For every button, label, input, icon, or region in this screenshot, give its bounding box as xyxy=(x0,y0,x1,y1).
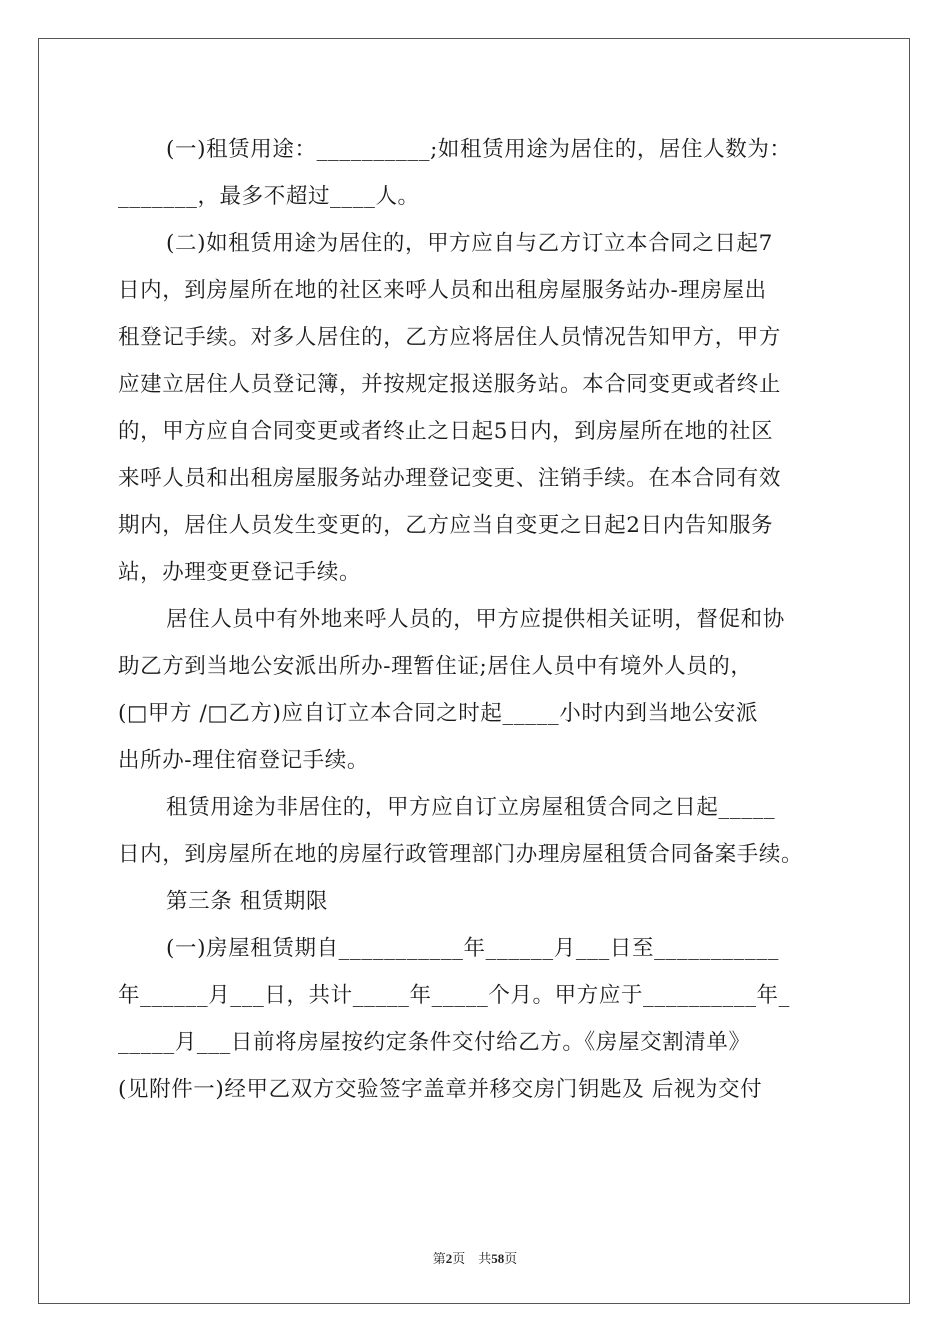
paragraph-line: 租赁用途为非居住的，甲方应自订立房屋租赁合同之日起_____ xyxy=(166,795,776,820)
paragraph-line: (见附件一)经甲乙双方交验签字盖章并移交房门钥匙及 后视为交付 xyxy=(118,1077,763,1102)
paragraph-line: 应建立居住人员登记簿，并按规定报送服务站。本合同变更或者终止 xyxy=(118,372,782,397)
total-pages-number: 58 xyxy=(491,1251,505,1266)
paragraph-line: 日内，到房屋所在地的社区来呼人员和出租房屋服务站办-理房屋出 xyxy=(118,278,767,303)
paragraph-line: 站，办理变更登记手续。 xyxy=(118,560,362,585)
paragraph-line: 出所办-理住宿登记手续。 xyxy=(118,748,369,773)
paragraph-line: (□甲方 /□乙方)应自订立本合同之时起_____小时内到当地公安派 xyxy=(118,701,759,726)
paragraph-line: (一)租赁用途：__________;如租赁用途为居住的，居住人数为： xyxy=(166,137,792,162)
section-heading: 第三条 租赁期限 xyxy=(166,889,329,914)
footer-prefix: 第 xyxy=(432,1252,446,1267)
current-page-number: 2 xyxy=(445,1251,453,1266)
paragraph-line: (一)房屋租赁期自___________年______月___日至___________ xyxy=(166,936,779,961)
paragraph-line: _____月___日前将房屋按约定条件交付给乙方。《房屋交割清单》 xyxy=(118,1030,751,1055)
paragraph-line: 年______月___日，共计_____年_____个月。甲方应于__________年_ xyxy=(118,983,791,1008)
footer-mid: 页 共 xyxy=(452,1252,492,1267)
paragraph-line: 来呼人员和出租房屋服务站办理登记变更、注销手续。在本合同有效 xyxy=(118,466,782,491)
paragraph-line: 日内，到房屋所在地的房屋行政管理部门办理房屋租赁合同备案手续。 xyxy=(118,842,804,867)
paragraph-line: 助乙方到当地公安派出所办-理暂住证;居住人员中有境外人员的， xyxy=(118,654,753,679)
paragraph-line: _______，最多不超过____人。 xyxy=(118,184,420,209)
document-body xyxy=(118,126,838,1113)
paragraph-line: 居住人员中有外地来呼人员的，甲方应提供相关证明，督促和协 xyxy=(166,607,785,632)
page-footer xyxy=(0,1248,950,1267)
paragraph-line: (二)如租赁用途为居住的，甲方应自与乙方订立本合同之日起7 xyxy=(166,231,773,256)
paragraph-line: 租登记手续。对多人居住的，乙方应将居住人员情况告知甲方，甲方 xyxy=(118,325,782,350)
paragraph-line: 的，甲方应自合同变更或者终止之日起5日内，到房屋所在地的社区 xyxy=(118,419,774,444)
paragraph-line: 期内，居住人员发生变更的，乙方应当自变更之日起2日内告知服务 xyxy=(118,513,774,538)
footer-suffix: 页 xyxy=(504,1252,518,1267)
